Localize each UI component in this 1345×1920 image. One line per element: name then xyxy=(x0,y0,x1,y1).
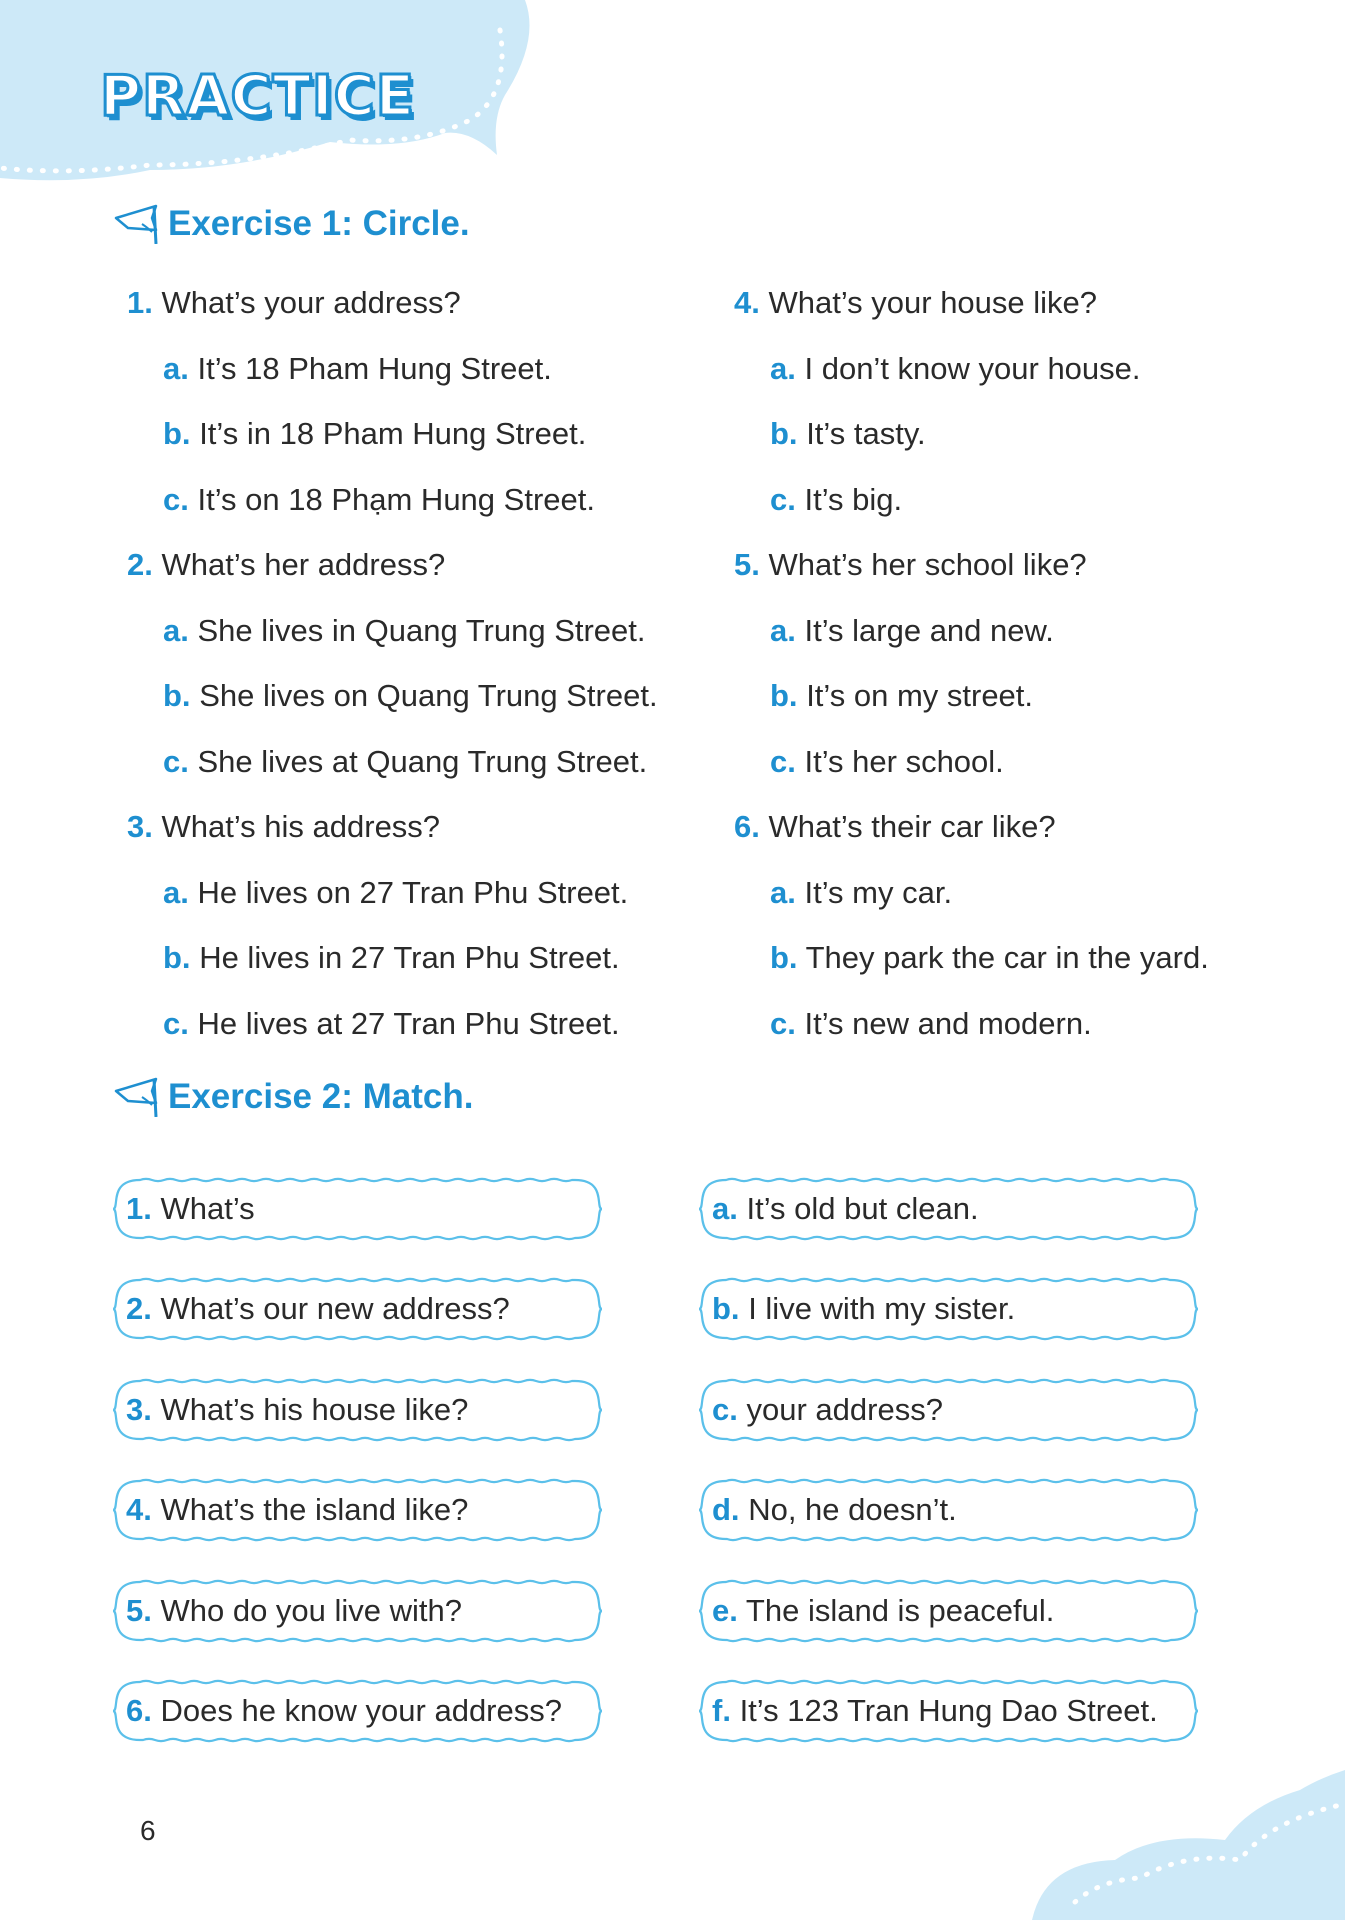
match-right-e[interactable]: e. The island is peaceful. xyxy=(696,1579,1201,1643)
option-6a[interactable]: a. It’s my car. xyxy=(770,874,953,910)
question-3: 3. What’s his address? xyxy=(127,809,441,844)
option-4b[interactable]: b. It’s tasty. xyxy=(770,416,926,451)
exercise2-heading xyxy=(112,1077,473,1117)
match-left-5[interactable]: 5. Who do you live with? xyxy=(110,1579,605,1643)
match-right-f[interactable]: f. It’s 123 Tran Hung Dao Street. xyxy=(696,1679,1201,1743)
match-left-2[interactable]: 2. What’s our new address? xyxy=(110,1277,605,1341)
option-3c[interactable]: c. He lives at 27 Tran Phu Street. xyxy=(163,1005,620,1041)
question-4: 4. What’s your house like? xyxy=(734,285,1098,320)
option-5c[interactable]: c. It’s her school. xyxy=(770,743,1004,779)
page-number: 6 xyxy=(140,1815,156,1846)
option-3b[interactable]: b. He lives in 27 Tran Phu Street. xyxy=(163,940,620,975)
exercise2-title: Exercise 2: Match. xyxy=(168,1077,474,1116)
match-left-3[interactable]: 3. What’s his house like? xyxy=(110,1378,605,1442)
cloud-decoration-bottom xyxy=(1020,1770,1345,1920)
match-right-b[interactable]: b. I live with my sister. xyxy=(696,1277,1201,1341)
option-1c[interactable]: c. It’s on 18 Phạm Hung Street. xyxy=(163,481,595,517)
option-2b[interactable]: b. She lives on Quang Trung Street. xyxy=(163,678,658,713)
option-1a[interactable]: a. It’s 18 Pham Hung Street. xyxy=(163,350,552,386)
question-1: 1. What’s your address? xyxy=(127,285,461,320)
option-6c[interactable]: c. It’s new and modern. xyxy=(770,1005,1092,1041)
option-1b[interactable]: b. It’s in 18 Pham Hung Street. xyxy=(163,416,587,451)
option-2c[interactable]: c. She lives at Quang Trung Street. xyxy=(163,743,648,779)
flag-icon xyxy=(112,204,162,244)
match-left-1[interactable]: 1. What’s xyxy=(110,1177,605,1241)
option-3a[interactable]: a. He lives on 27 Tran Phu Street. xyxy=(163,874,629,910)
match-left-6[interactable]: 6. Does he know your address? xyxy=(110,1679,605,1743)
option-4a[interactable]: a. I don’t know your house. xyxy=(770,350,1141,386)
exercise1-left-column xyxy=(127,270,658,1056)
question-6: 6. What’s their car like? xyxy=(734,809,1056,844)
exercise1-heading xyxy=(112,204,470,244)
practice-title: PRACTICE xyxy=(100,64,415,129)
option-5b[interactable]: b. It’s on my street. xyxy=(770,678,1034,713)
match-right-a[interactable]: a. It’s old but clean. xyxy=(696,1177,1201,1241)
match-left-4[interactable]: 4. What’s the island like? xyxy=(110,1478,605,1542)
question-2: 2. What’s her address? xyxy=(127,547,446,582)
option-4c[interactable]: c. It’s big. xyxy=(770,481,903,517)
match-right-d[interactable]: d. No, he doesn’t. xyxy=(696,1478,1201,1542)
exercise1-right-column xyxy=(734,270,1209,1056)
question-5: 5. What’s her school like? xyxy=(734,547,1087,582)
match-right-c[interactable]: c. your address? xyxy=(696,1378,1201,1442)
exercise1-title: Exercise 1: Circle. xyxy=(168,204,470,243)
option-5a[interactable]: a. It’s large and new. xyxy=(770,612,1054,648)
flag-icon xyxy=(112,1077,162,1117)
option-6b[interactable]: b. They park the car in the yard. xyxy=(770,940,1209,975)
option-2a[interactable]: a. She lives in Quang Trung Street. xyxy=(163,612,646,648)
